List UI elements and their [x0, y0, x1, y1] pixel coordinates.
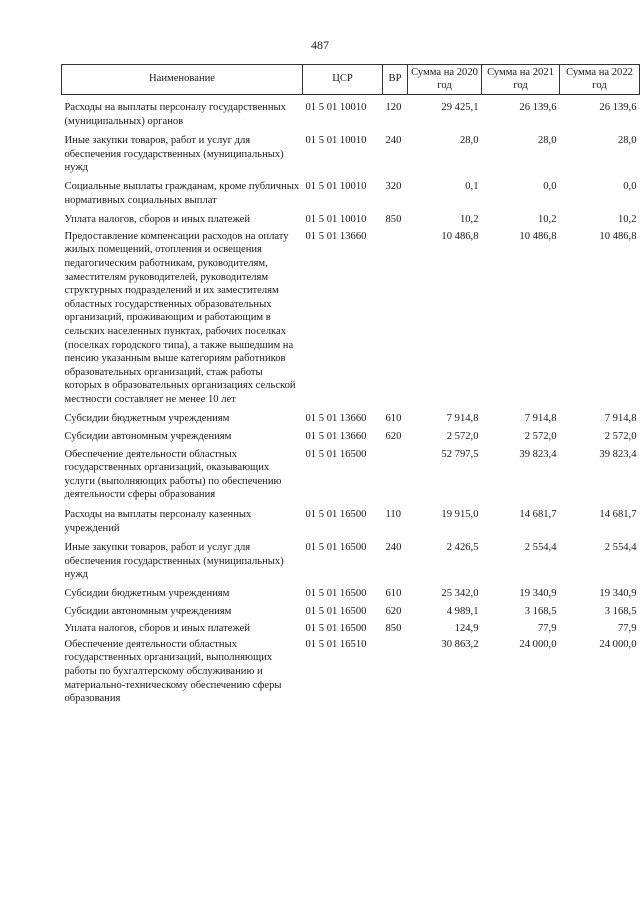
- row-sum-2020-cell: 25 342,0: [441, 588, 479, 599]
- row-vr-cell: 610: [385, 413, 402, 425]
- row-sum-2022-cell: 77,9: [617, 623, 637, 635]
- row-sum-2022-cell: 14 681,7: [599, 509, 637, 521]
- header-csr: ЦСР: [303, 65, 383, 95]
- row-vr-cell: 110: [385, 509, 401, 521]
- table-row: [62, 207, 640, 227]
- row-sum-2021-cell: 26 139,6: [519, 102, 557, 113]
- table-row: [62, 227, 640, 407]
- row-csr-cell: 01 5 01 13660: [305, 431, 367, 443]
- table-body: [62, 95, 640, 706]
- row-name-cell: Расходы на выплаты персоналу казенных учреждений: [64, 509, 252, 534]
- table-row: [62, 426, 640, 444]
- table-row: [62, 406, 640, 426]
- row-sum-2022-cell: 19 340,9: [599, 588, 637, 599]
- row-sum-2022-cell: 7 914,8: [604, 413, 637, 425]
- row-csr-cell: 01 5 01 10010: [305, 214, 367, 226]
- row-vr-cell: 120: [385, 102, 402, 113]
- table-row: [62, 618, 640, 636]
- row-sum-2020-cell: 7 914,8: [446, 413, 479, 425]
- row-csr-cell: 01 5 01 10010: [305, 135, 367, 147]
- row-vr-cell: 610: [385, 588, 402, 599]
- row-sum-2020-cell: 124,9: [454, 623, 479, 635]
- header-sum-2020: Сумма на 2020 год: [408, 65, 482, 95]
- header-name: Наименование: [62, 65, 303, 95]
- row-vr-cell: 620: [385, 605, 402, 617]
- row-sum-2022-cell: 24 000,0: [599, 638, 637, 650]
- table-row: [62, 95, 640, 129]
- row-name-cell: Субсидии бюджетным учреждениям: [64, 413, 230, 425]
- row-csr-cell: 01 5 01 16510: [305, 638, 367, 650]
- row-sum-2020-cell: 10 486,8: [441, 230, 479, 242]
- row-csr-cell: 01 5 01 10010: [305, 180, 367, 192]
- row-vr-cell: [383, 636, 408, 706]
- row-sum-2022-cell: 3 168,5: [604, 605, 637, 617]
- row-vr-cell: 320: [385, 180, 402, 192]
- row-csr-cell: 01 5 01 10010: [305, 102, 367, 113]
- row-name-cell: Расходы на выплаты персоналу государственных (муниципальных) органов: [64, 102, 286, 127]
- row-sum-2022-cell: 28,0: [617, 135, 637, 147]
- row-sum-2021-cell: 2 554,4: [524, 542, 557, 554]
- row-sum-2021-cell: 14 681,7: [519, 509, 557, 521]
- row-sum-2022-cell: 10 486,8: [599, 230, 637, 242]
- row-name-cell: Субсидии автономным учреждениям: [64, 431, 232, 443]
- row-sum-2022-cell: 10,2: [617, 214, 637, 226]
- row-name-cell: Обеспечение деятельности областных государственных организаций, выполняющих работы по бухгалтерскому обслуживанию и материально-техническому обеспечению сферы образования: [64, 638, 282, 705]
- row-sum-2022-cell: 2 572,0: [604, 431, 637, 443]
- row-sum-2020-cell: 4 989,1: [446, 605, 479, 617]
- row-sum-2021-cell: 28,0: [537, 135, 557, 147]
- row-name-cell: Иные закупки товаров, работ и услуг для обеспечения государственных (муниципальных) нужд: [64, 542, 284, 581]
- row-vr-cell: 850: [385, 214, 402, 226]
- row-sum-2021-cell: 7 914,8: [524, 413, 557, 425]
- row-vr-cell: 620: [385, 431, 402, 443]
- row-csr-cell: 01 5 01 16500: [305, 542, 367, 554]
- table-row: [62, 444, 640, 502]
- row-vr-cell: 240: [385, 135, 402, 147]
- table-header: [62, 65, 640, 95]
- table-row: [62, 502, 640, 535]
- row-sum-2021-cell: 3 168,5: [524, 605, 557, 617]
- page-number: 487: [311, 38, 329, 52]
- row-sum-2020-cell: 52 797,5: [441, 448, 479, 460]
- row-name-cell: Уплата налогов, сборов и иных платежей: [64, 214, 251, 226]
- header-vr: ВР: [383, 65, 408, 95]
- row-sum-2021-cell: 19 340,9: [519, 588, 557, 599]
- row-csr-cell: 01 5 01 16500: [305, 588, 367, 599]
- row-sum-2022-cell: 26 139,6: [599, 102, 637, 113]
- row-name-cell: Субсидии автономным учреждениям: [64, 605, 232, 617]
- row-sum-2020-cell: 2 572,0: [446, 431, 479, 443]
- budget-table: [61, 64, 640, 706]
- row-name-cell: Предоставление компенсации расходов на оплату жилых помещений, отопления и освещения педагогическим работникам, руководителям, заместителям руководителей, руководителям структурных подразделений и их заместителям областных государственных образовательных организаций, проживающим и работающим в сельских населенных пунктах, рабочих поселках (поселках городского типа), а также вышедшим на пенсию указанным выше категориям работников образовательных организаций, стаж работы которых в образовательных организациях сельской местности составляет не менее 10 лет: [64, 230, 296, 405]
- row-sum-2021-cell: 2 572,0: [524, 431, 557, 443]
- row-vr-cell: [383, 444, 408, 502]
- row-sum-2022-cell: 39 823,4: [599, 448, 637, 460]
- row-sum-2021-cell: 24 000,0: [519, 638, 557, 650]
- row-sum-2020-cell: 19 915,0: [441, 509, 479, 521]
- row-csr-cell: 01 5 01 16500: [305, 448, 367, 460]
- row-sum-2020-cell: 28,0: [459, 135, 479, 147]
- row-vr-cell: [383, 227, 408, 407]
- row-name-cell: Обеспечение деятельности областных государственных организаций, оказывающих услуги (выполняющих работы) по обеспечению деятельности сферы образования: [64, 448, 282, 501]
- table-row: [62, 582, 640, 601]
- row-csr-cell: 01 5 01 13660: [305, 413, 367, 425]
- row-sum-2020-cell: 29 425,1: [441, 102, 479, 113]
- row-sum-2022-cell: 0,0: [623, 180, 637, 192]
- row-name-cell: Иные закупки товаров, работ и услуг для обеспечения государственных (муниципальных) нужд: [64, 135, 284, 174]
- table-row: [62, 128, 640, 175]
- row-name-cell: Социальные выплаты гражданам, кроме публичных нормативных социальных выплат: [64, 180, 300, 206]
- row-name-cell: Уплата налогов, сборов и иных платежей: [64, 623, 251, 635]
- row-csr-cell: 01 5 01 16500: [305, 605, 367, 617]
- row-vr-cell: 240: [385, 542, 402, 554]
- row-sum-2021-cell: 77,9: [537, 623, 557, 635]
- row-sum-2021-cell: 0,0: [543, 180, 557, 192]
- row-csr-cell: 01 5 01 16500: [305, 623, 367, 635]
- table-row: [62, 636, 640, 706]
- header-sum-2021: Сумма на 2021 год: [482, 65, 560, 95]
- row-sum-2022-cell: 2 554,4: [604, 542, 637, 554]
- row-sum-2021-cell: 39 823,4: [519, 448, 557, 460]
- row-sum-2020-cell: 10,2: [459, 214, 479, 226]
- row-csr-cell: 01 5 01 13660: [305, 230, 367, 242]
- table-row: [62, 601, 640, 619]
- row-sum-2020-cell: 0,1: [465, 180, 479, 192]
- row-vr-cell: 850: [385, 623, 402, 635]
- row-sum-2020-cell: 2 426,5: [446, 542, 479, 554]
- row-sum-2021-cell: 10 486,8: [519, 230, 557, 242]
- table-row: [62, 535, 640, 582]
- row-csr-cell: 01 5 01 16500: [305, 509, 367, 521]
- header-sum-2022: Сумма на 2022 год: [560, 65, 640, 95]
- row-sum-2021-cell: 10,2: [537, 214, 557, 226]
- table-row: [62, 175, 640, 207]
- row-name-cell: Субсидии бюджетным учреждениям: [64, 588, 230, 599]
- row-sum-2020-cell: 30 863,2: [441, 638, 479, 650]
